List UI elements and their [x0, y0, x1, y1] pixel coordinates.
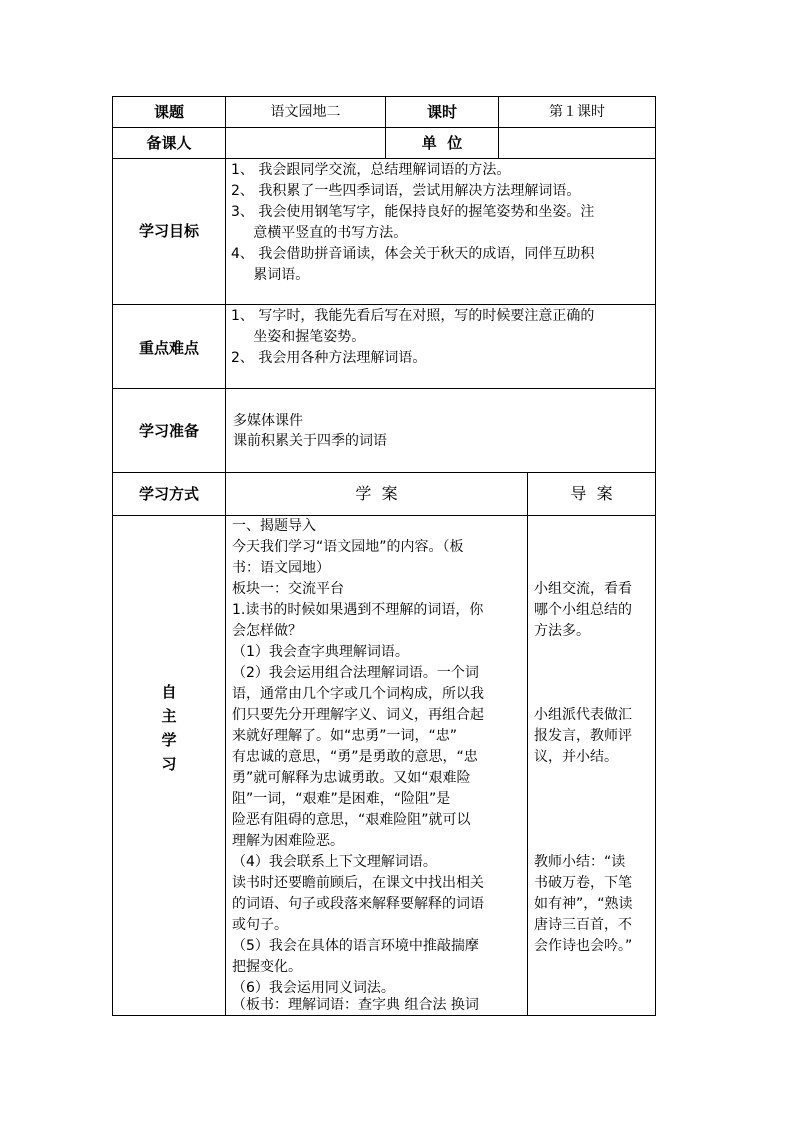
- study-line: 们只要先分开理解字义、词义，再组合起: [232, 707, 484, 723]
- study-line: 理解为困难险恶。: [232, 833, 344, 849]
- study-line: 勇”就可解释为忠诚勇敢。又如“艰难险: [232, 770, 471, 786]
- guide-line: 唐诗三百首，不: [534, 917, 632, 933]
- goals-line: 累词语。: [231, 267, 310, 283]
- guide-line: 小组派代表做汇: [534, 707, 632, 723]
- study-line: （4）我会联系上下文理解词语。: [232, 854, 437, 870]
- study-line: 有忠诚的意思，“勇”是勇敢的意思，“忠: [232, 749, 478, 765]
- preparer-label: 备课人: [146, 134, 192, 152]
- period-label: 课时: [426, 103, 457, 121]
- study-line: 1.读书的时候如果遇到不理解的词语，你: [232, 602, 484, 618]
- self-study-label-char: 学: [161, 731, 177, 749]
- key-points-line: 2、 我会用各种方法理解词语。: [231, 350, 427, 366]
- preparer-value-cell: [225, 127, 386, 159]
- goals-line: 3、 我会使用钢笔写字，能保持良好的握笔姿势和坐姿。注: [231, 204, 595, 220]
- study-line: （板书：理解词语：查字典 组合法 换词: [232, 997, 479, 1013]
- methods-label: 学习方式: [138, 485, 199, 503]
- study-line: 的词语、句子或段落来解释要解释的词语: [232, 896, 484, 912]
- goals-line: 2、 我积累了一些四季词语，尝试用解决方法理解词语。: [231, 183, 581, 199]
- study-line: 书：语文园地）: [232, 560, 330, 576]
- goals-line: 意横平竖直的书写方法。: [231, 225, 408, 241]
- topic-value: 语文园地二: [270, 104, 341, 120]
- preparation-label: 学习准备: [138, 422, 199, 440]
- guide-line: 议，并小结。: [534, 749, 618, 765]
- study-line: 板块一：交流平台: [232, 581, 344, 597]
- topic-label: 课题: [153, 103, 184, 121]
- study-line: 今天我们学习“语文园地”的内容。（板: [232, 539, 464, 555]
- self-study-label-char: 主: [161, 707, 177, 725]
- study-line: 把握变化。: [232, 959, 302, 975]
- guide-line: 书破万卷，下笔: [534, 875, 632, 891]
- study-line: 险恶有阻碍的意思，“艰难险阻”就可以: [232, 812, 471, 828]
- preparation-line: 多媒体课件: [233, 413, 303, 429]
- key-points-line: 1、 写字时，我能先看后写在对照，写的时候要注意正确的: [231, 308, 595, 324]
- study-line: （2）我会运用组合法理解词语。一个词: [232, 665, 479, 681]
- study-line: 读书时还要瞻前顾后，在课文中找出相关: [232, 875, 484, 891]
- self-study-label-char: 自: [161, 683, 177, 701]
- study-line: 来就好理解了。如“忠勇”一词，“忠”: [232, 728, 458, 744]
- period-value: 第１课时: [549, 104, 605, 120]
- preparation-line: 课前积累关于四季的词语: [233, 433, 387, 449]
- goals-label: 学习目标: [138, 222, 199, 240]
- key-points-label: 重点难点: [138, 339, 199, 357]
- goals-line: 4、 我会借助拼音诵读，体会关于秋天的成语，同伴互助积: [231, 246, 595, 262]
- guide-line: 如有神”，“熟读: [534, 896, 633, 912]
- study-line: 阻”一词，“艰难”是困难，“险阻”是: [232, 791, 451, 807]
- unit-value-cell: [498, 127, 656, 159]
- guide-line: 小组交流，看看: [534, 581, 632, 597]
- unit-label: 单 位: [421, 134, 463, 152]
- key-points-line: 坐姿和握笔姿势。: [231, 329, 366, 345]
- guide-line: 哪个小组总结的: [534, 602, 632, 618]
- guide-line: 方法多。: [534, 623, 590, 639]
- study-line: （5）我会在具体的语言环境中推敲揣摩: [232, 938, 479, 954]
- guide-line: 教师小结：“读: [534, 854, 626, 870]
- study-line: （6）我会运用同义词法。: [232, 980, 395, 996]
- guide-line: 会作诗也会吟。”: [534, 938, 633, 954]
- study-line: （1）我会查字典理解词语。: [232, 644, 409, 660]
- study-line: 或句子。: [232, 917, 288, 933]
- study-line: 会怎样做？: [232, 623, 302, 639]
- study-plan-label: 学 案: [355, 484, 398, 503]
- study-line: 语，通常由几个字或几个词构成，所以我: [232, 686, 484, 702]
- self-study-label-char: 习: [161, 755, 177, 773]
- goals-line: 1、 我会跟同学交流，总结理解词语的方法。: [231, 162, 511, 178]
- guide-line: 报发言，教师评: [534, 728, 632, 744]
- study-line: 一、揭题导入: [232, 518, 316, 534]
- guide-plan-label: 导 案: [570, 484, 613, 503]
